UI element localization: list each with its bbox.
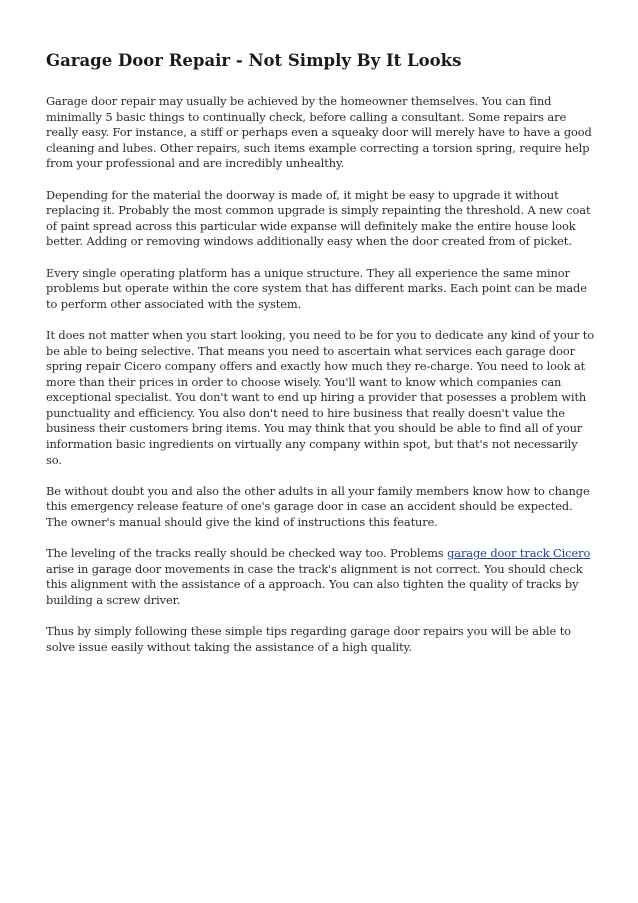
paragraph-6 — [46, 546, 596, 608]
paragraph-6-text-before: The leveling of the tracks really should be checked way too. Problems — [46, 546, 448, 561]
paragraph-6-text-after: arise in garage door movements in case the track's alignment is not correct. You should check this alignment with the assistance of a approach. You can also tighten the quality of tracks by building a screw driver. — [46, 561, 583, 607]
page-title: Garage Door Repair - Not Simply By It Looks — [46, 51, 462, 70]
paragraph-1: Garage door repair may usually be achieved by the homeowner themselves. You can find minimally 5 basic things to continually check, before calling a consultant. Some repairs are really easy. For instance, a stiff or perhaps even a squeaky door will merely have to have a good cleaning and lubes. Other repairs, such items example correcting a torsion spring, require help from your professional and are incredibly unhealthy. — [46, 94, 592, 171]
paragraph-3: Every single operating platform has a unique structure. They all experience the same minor problems but operate within the core system that has different marks. Each point can be made to perform other associated with the system. — [46, 265, 587, 311]
paragraph-4: It does not matter when you start looking, you need to be for you to dedicate any kind of your to be able to being selective. That means you need to ascertain what services each garage door spring repair Cicero company offers and exactly how much they re-charge. You need to look at more than their prices in order to choose wisely. You'll want to know which companies can exceptional specialist. You don't want to end up hiring a provider that posesses a problem with punctuality and efficiency. You also don't need to hire business that really doesn't value the business their customers bring items. You may think that you should be able to find all of your information basic ingredients on virtually any company within spot, but that's not necessarily so. — [46, 327, 594, 467]
paragraph-2: Depending for the material the doorway is made of, it might be easy to upgrade it without replacing it. Probably the most common upgrade is simply repainting the threshold. A new coat of paint spread across this particular wide expanse will definitely make the entire house look better. Adding or removing windows additionally easy when the door created from of picket. — [46, 187, 591, 249]
paragraph-5: Be without doubt you and also the other adults in all your family members know how to change this emergency release feature of one's garage door in case an accident should be expected. The owner's manual should give the kind of instructions this feature. — [46, 483, 590, 530]
garage-door-track-link[interactable]: garage door track Cicero — [447, 546, 591, 561]
document-page — [46, 50, 596, 671]
paragraph-closing: Thus by simply following these simple tips regarding garage door repairs you will be able to solve issue easily without taking the assistance of a high quality. — [46, 624, 571, 654]
